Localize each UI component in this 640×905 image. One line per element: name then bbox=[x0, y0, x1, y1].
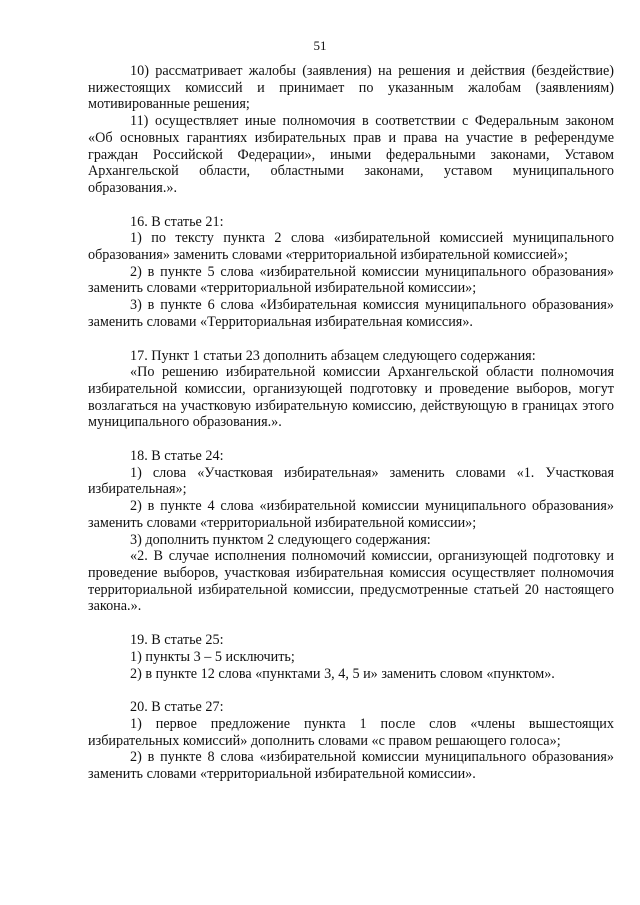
paragraph: 3) дополнить пунктом 2 следующего содержания: bbox=[130, 531, 431, 548]
paragraph: 20. В статье 27: bbox=[130, 699, 224, 716]
paragraph: 2) в пункте 5 слова «избирательной комиссии муниципального образования» заменить словами «территориальной избирательной комиссии»; bbox=[88, 263, 614, 297]
paragraph: 17. Пункт 1 статьи 23 дополнить абзацем следующего содержания: bbox=[130, 347, 536, 364]
paragraph-gap bbox=[88, 197, 614, 214]
paragraph: 18. В статье 24: bbox=[130, 448, 224, 465]
paragraph: 10) рассматривает жалобы (заявления) на решения и действия (бездействие) нижестоящих комиссий и принимает по указанным жалобам (заявлениям) мотивированные решения; bbox=[88, 63, 614, 113]
paragraph-gap bbox=[88, 682, 614, 699]
paragraph: «2. В случае исполнения полномочий комиссии, организующей подготовку и проведение выборов, участковая избирательная комиссия осуществляет полномочия территориальной избирательной комиссии, предусмотренные статьей 20 настоящего закона.». bbox=[88, 548, 614, 615]
paragraph: 2) в пункте 12 слова «пунктами 3, 4, 5 и» заменить словом «пунктом». bbox=[130, 665, 555, 682]
paragraph-gap bbox=[88, 331, 614, 348]
document-body bbox=[88, 63, 614, 783]
paragraph: 1) первое предложение пункта 1 после слов «члены вышестоящих избирательных комиссий» дополнить словами «с правом решающего голоса»; bbox=[88, 715, 614, 749]
paragraph: 1) слова «Участковая избирательная» заменить словами «1. Участковая избирательная»; bbox=[88, 464, 614, 498]
paragraph: «По решению избирательной комиссии Архангельской области полномочия избирательной комиссии, организующей подготовку и проведение выборов, могут возлагаться на участковую избирательную комиссию, действующую в границах этого муниципального образования.». bbox=[88, 364, 614, 431]
paragraph: 3) в пункте 6 слова «Избирательная комиссия муниципального образования» заменить словами «Территориальная избирательная комиссия». bbox=[88, 297, 614, 330]
paragraph: 2) в пункте 4 слова «избирательной комиссии муниципального образования» заменить словами «территориальной избирательной комиссии»; bbox=[88, 498, 614, 531]
paragraph: 19. В статье 25: bbox=[130, 632, 224, 649]
paragraph: 2) в пункте 8 слова «избирательной комиссии муниципального образования» заменить словами «территориальной избирательной комиссии». bbox=[88, 749, 614, 783]
paragraph: 16. В статье 21: bbox=[130, 213, 224, 230]
paragraph: 1) пункты 3 – 5 исключить; bbox=[130, 648, 295, 665]
paragraph: 11) осуществляет иные полномочия в соответствии с Федеральным законом «Об основных гарантиях избирательных прав и права на участие в референдуме граждан Российской Федерации», иными федеральными законами, Уставом Архангельской области, областными законами, уставом муниципального образования.». bbox=[88, 113, 614, 196]
page-number: 51 bbox=[313, 38, 327, 53]
paragraph-gap bbox=[88, 431, 614, 448]
paragraph-gap bbox=[88, 615, 614, 632]
paragraph: 1) по тексту пункта 2 слова «избирательной комиссией муниципального образования» заменить словами «территориальной избирательной комиссией»; bbox=[88, 230, 614, 264]
